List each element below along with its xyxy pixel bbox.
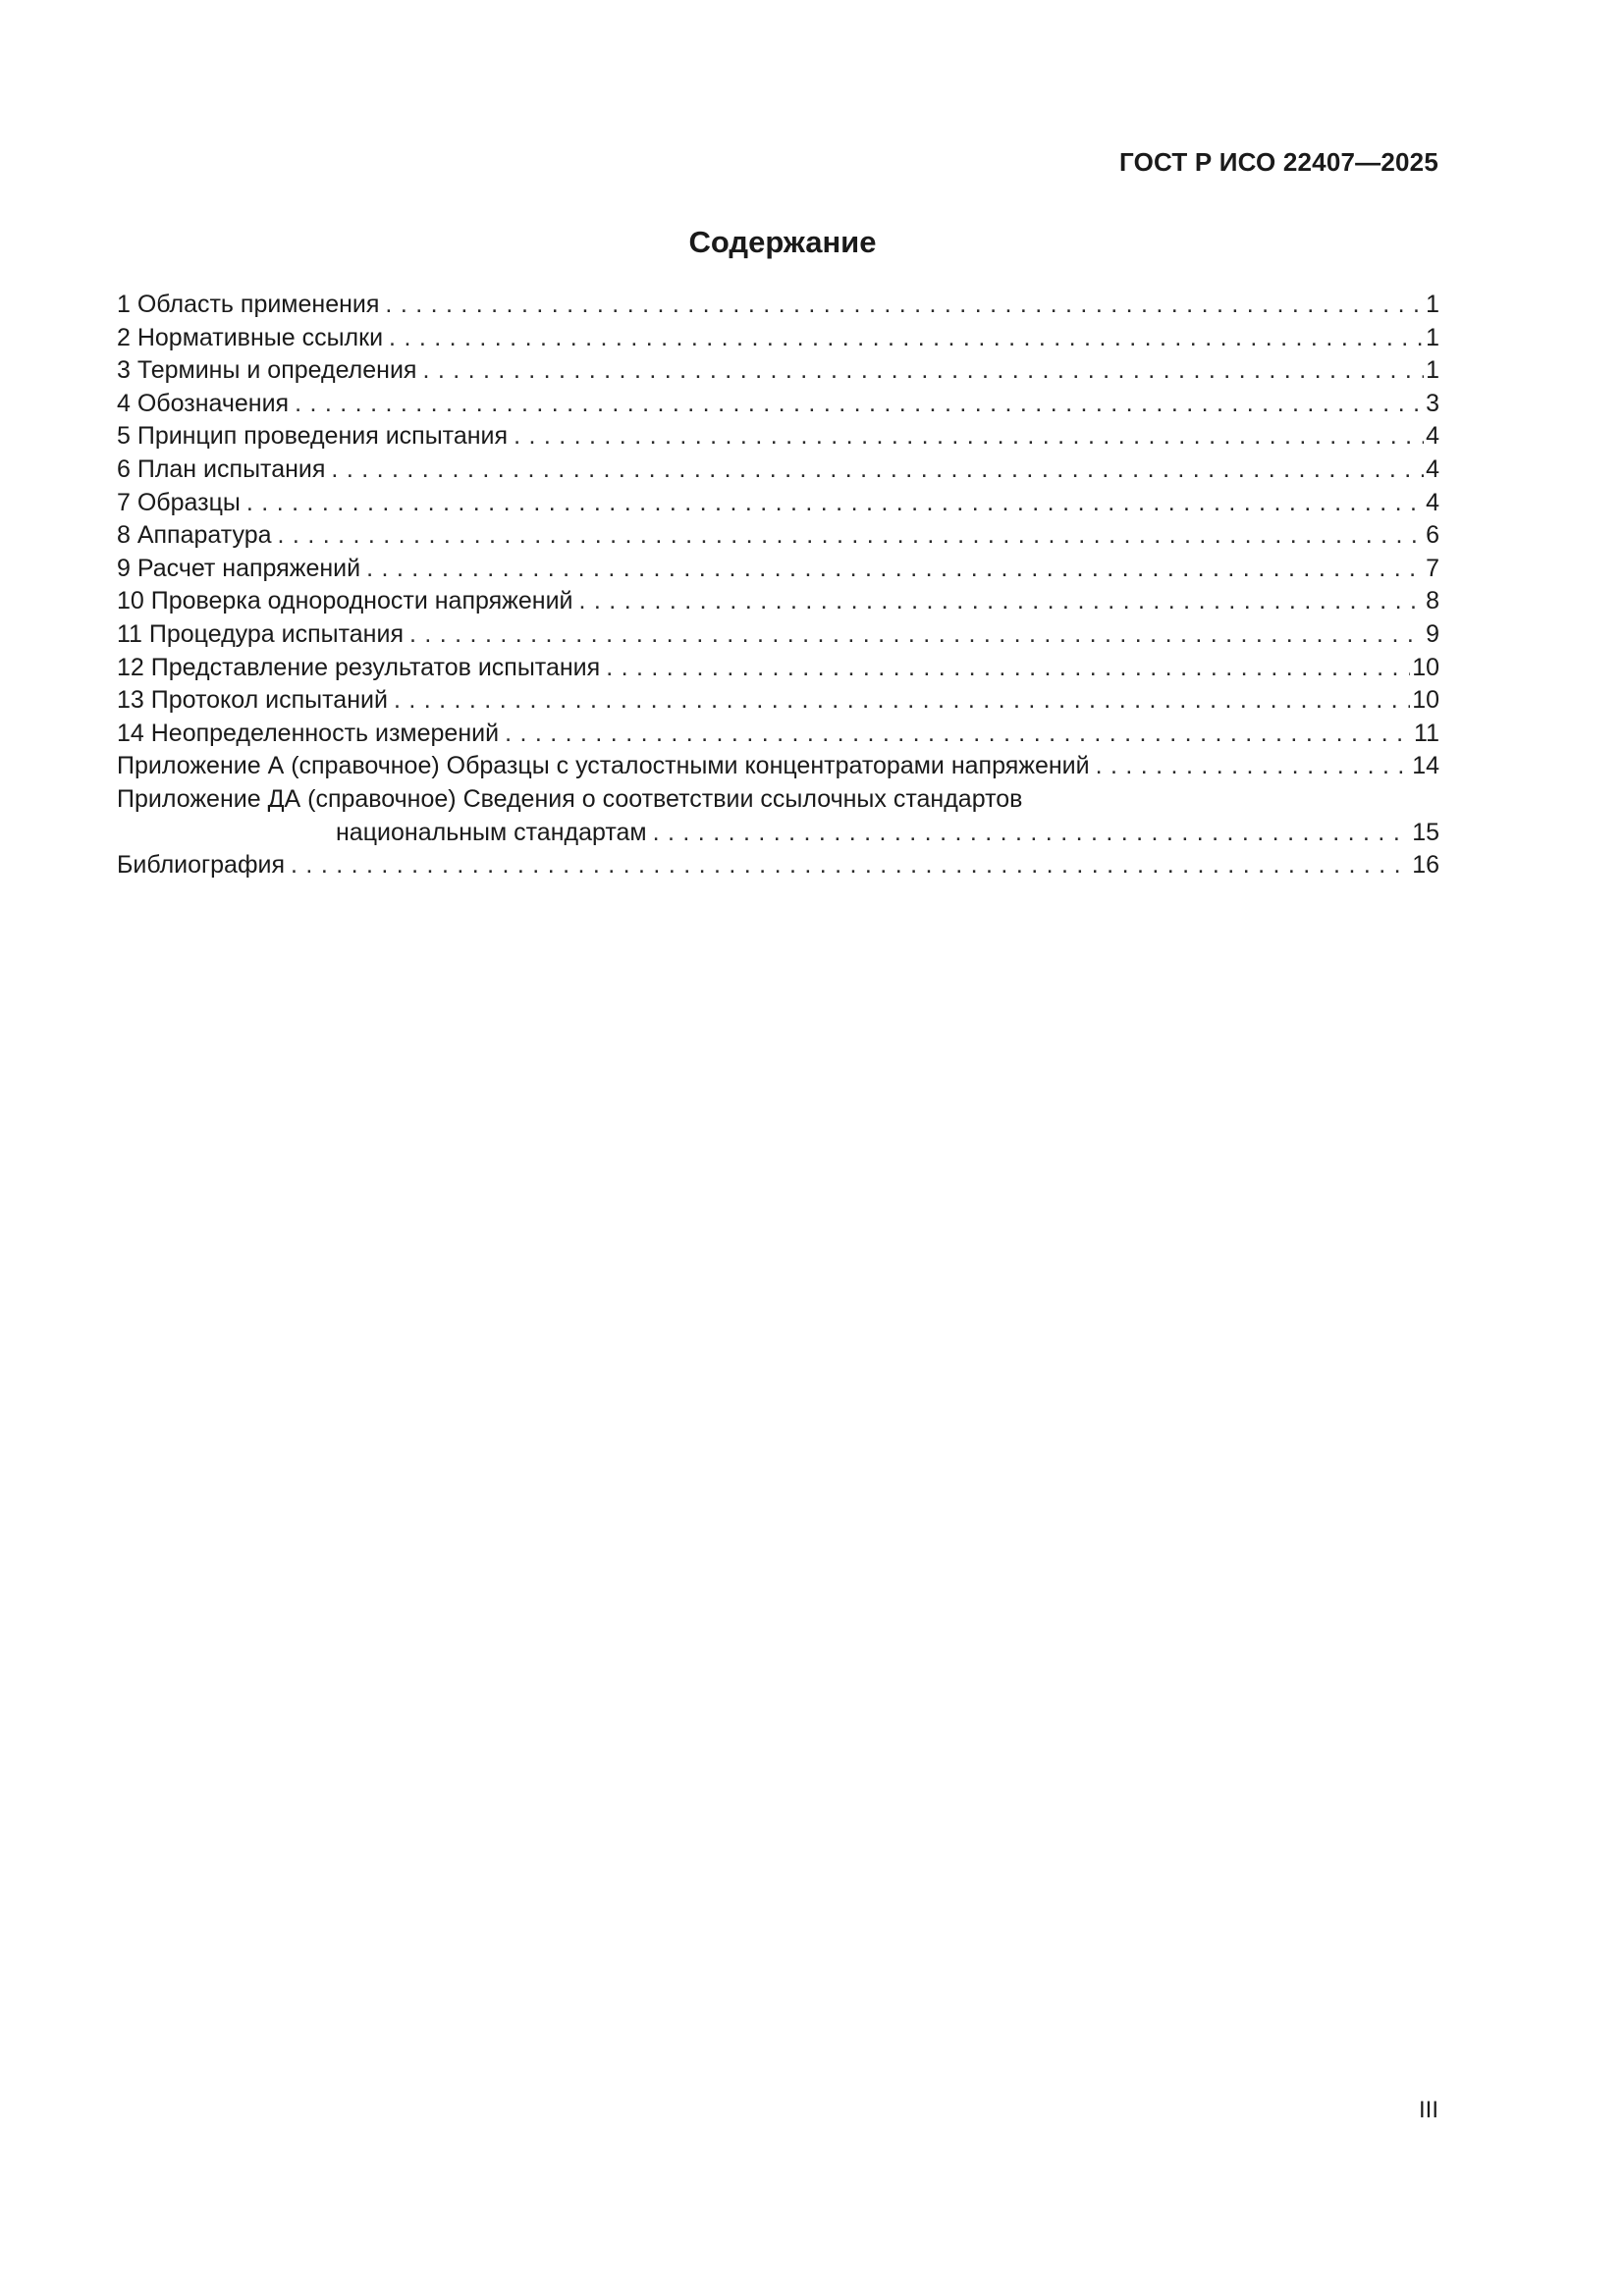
toc-entry-label: Библиография — [117, 851, 286, 880]
toc-dot-leader — [606, 652, 1410, 685]
toc-entry[interactable] — [117, 750, 1439, 783]
toc-dot-leader — [366, 553, 1424, 586]
toc-entry-page: 16 — [1412, 851, 1439, 880]
toc-dot-leader — [1096, 750, 1411, 783]
toc-entry[interactable] — [117, 783, 1439, 817]
toc-entry-page: 9 — [1426, 619, 1439, 648]
toc-dot-leader — [394, 684, 1410, 718]
toc-entry[interactable] — [117, 618, 1439, 652]
toc-entry[interactable] — [117, 652, 1439, 685]
toc-entry-label: 10 Проверка однородности напряжений — [117, 587, 573, 615]
toc-dot-leader — [653, 817, 1411, 850]
page-number: III — [1418, 2097, 1438, 2123]
toc-entry[interactable] — [117, 585, 1439, 618]
toc-dot-leader — [409, 618, 1424, 652]
toc-entry[interactable] — [117, 849, 1439, 882]
toc-entry[interactable] — [117, 420, 1439, 454]
toc-entry-page: 14 — [1412, 752, 1439, 780]
toc-entry[interactable] — [117, 289, 1439, 322]
toc-dot-leader — [291, 849, 1410, 882]
toc-entry-label: 2 Нормативные ссылки — [117, 323, 384, 351]
toc-dot-leader — [331, 454, 1424, 487]
toc-entry-page: 10 — [1412, 653, 1439, 681]
toc-entry-label: 14 Неопределенность измерений — [117, 719, 500, 747]
toc-entry-label: 1 Область применения — [117, 291, 380, 318]
toc-entry[interactable] — [117, 354, 1439, 388]
toc-dot-leader — [514, 420, 1424, 454]
toc-entry-label: 12 Представление результатов испытания — [117, 653, 601, 681]
toc-entry-label: 4 Обозначения — [117, 389, 290, 417]
toc-dot-leader — [278, 519, 1425, 553]
toc-title: Содержание — [688, 225, 877, 259]
document-code: ГОСТ Р ИСО 22407—2025 — [1118, 147, 1438, 177]
toc-entry-label: 13 Протокол испытаний — [117, 686, 388, 715]
toc-entry-label-continuation: национальным стандартам — [336, 818, 647, 846]
toc-dot-leader — [246, 487, 1424, 520]
toc-entry[interactable] — [117, 684, 1439, 718]
toc-entry-page: 8 — [1426, 587, 1439, 615]
toc-entry-label: 5 Принцип проведения испытания — [117, 422, 509, 451]
toc-entry-page: 4 — [1426, 454, 1439, 483]
toc-entry[interactable] — [117, 454, 1439, 487]
toc-entry[interactable] — [117, 519, 1439, 553]
toc-entry-continuation[interactable] — [117, 817, 1439, 850]
toc-entry-label: Приложение ДА (справочное) Сведения о соответствии ссылочных стандартов — [117, 784, 1023, 813]
toc-entry[interactable] — [117, 322, 1439, 355]
toc-entry-page: 11 — [1414, 719, 1439, 747]
toc-entry-page: 10 — [1412, 686, 1439, 715]
toc-dot-leader — [579, 585, 1425, 618]
toc-entry-page: 1 — [1426, 323, 1439, 351]
toc-entry-label: 11 Процедура испытания — [117, 619, 404, 648]
toc-entry-label: 7 Образцы — [117, 488, 241, 516]
toc-entry-page: 6 — [1426, 521, 1439, 550]
toc-entry-page: 1 — [1426, 291, 1439, 318]
toc-entry-label: 8 Аппаратура — [117, 521, 272, 550]
toc-entry-label: Приложение А (справочное) Образцы с усталостными концентраторами напряжений — [117, 752, 1090, 780]
toc-entry-label: 6 План испытания — [117, 454, 326, 483]
toc-dot-leader — [505, 718, 1412, 751]
toc-entry-label: 9 Расчет напряжений — [117, 554, 361, 582]
toc-entry-page: 7 — [1426, 554, 1439, 582]
table-of-contents — [117, 289, 1439, 882]
toc-entry-page: 1 — [1426, 356, 1439, 385]
toc-entry[interactable] — [117, 487, 1439, 520]
toc-dot-leader — [385, 289, 1424, 322]
toc-entry-label: 3 Термины и определения — [117, 356, 417, 385]
toc-dot-leader — [422, 354, 1424, 388]
toc-dot-leader — [295, 388, 1424, 421]
toc-entry[interactable] — [117, 718, 1439, 751]
toc-entry-page: 4 — [1426, 422, 1439, 451]
toc-entry[interactable] — [117, 553, 1439, 586]
toc-entry-page: 15 — [1412, 818, 1439, 846]
toc-entry[interactable] — [117, 388, 1439, 421]
toc-dot-leader — [389, 322, 1424, 355]
toc-entry-page: 3 — [1426, 389, 1439, 417]
toc-entry-page: 4 — [1426, 488, 1439, 516]
